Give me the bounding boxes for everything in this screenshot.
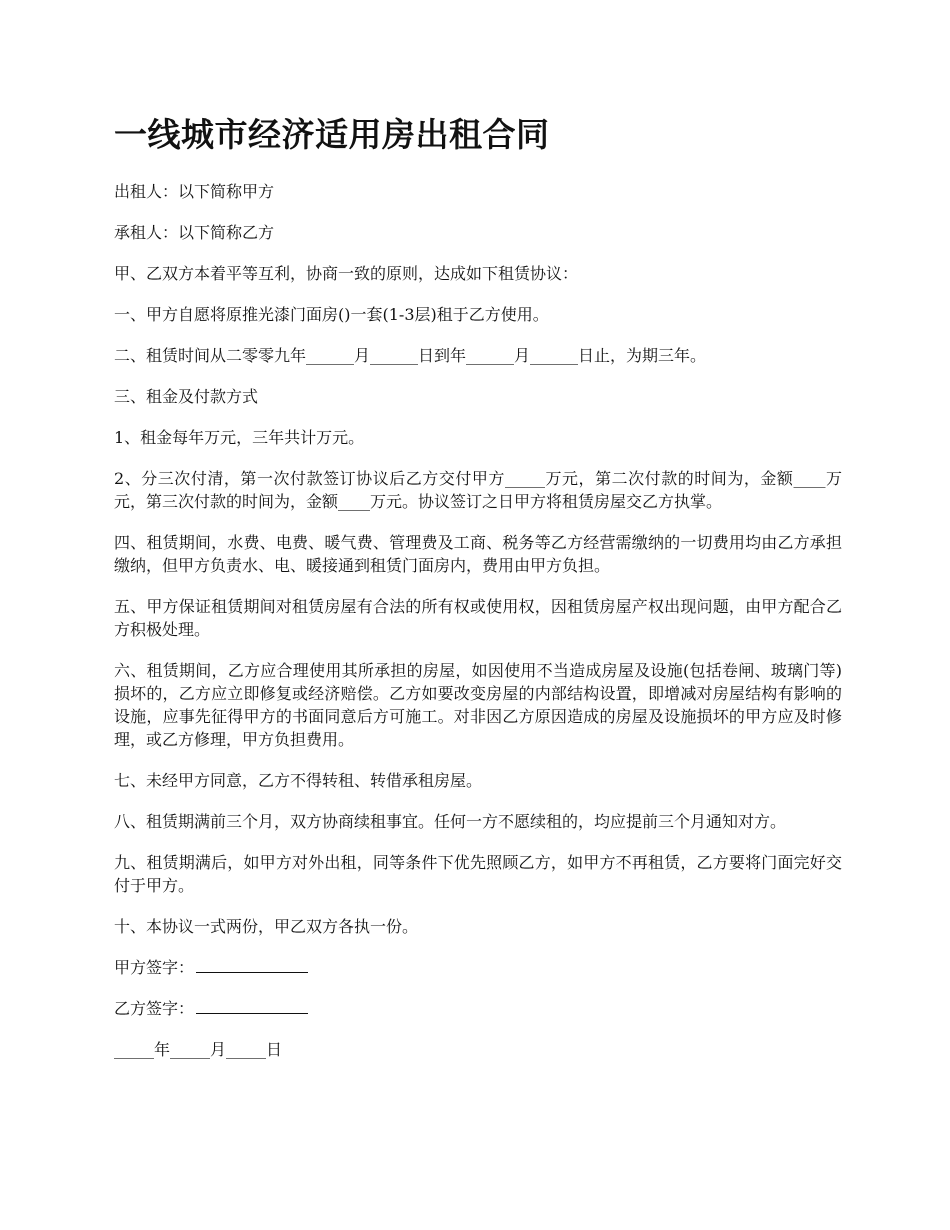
clause-3-item-2: 2、分三次付清，第一次付款签订协议后乙方交付甲方_____万元，第二次付款的时间为，金额____万元，第三次付款的时间为，金额____万元。协议签订之日甲方将租赁房屋交乙方执掌。	[114, 469, 842, 511]
contract-page	[114, 112, 842, 1079]
clause-6: 六、租赁期间，乙方应合理使用其所承担的房屋，如因使用不当造成房屋及设施(包括卷闸、玻璃门等)损坏的，乙方应立即修复或经济赔偿。乙方如要改变房屋的内部结构设置，即增减对房屋结构有影响的设施，应事先征得甲方的书面同意后方可施工。对非因乙方原因造成的房屋及设施损坏的甲方应及时修理，或乙方修理，甲方负担费用。	[114, 661, 842, 749]
signature-party-b	[114, 997, 842, 1020]
lessee-line: 承租人：以下简称乙方	[114, 223, 275, 242]
document-title: 一线城市经济适用房出租合同	[114, 115, 550, 154]
signature-party-a-blank	[196, 956, 308, 973]
lessor-line: 出租人：以下简称甲方	[114, 182, 275, 201]
signature-party-a-label: 甲方签字：	[114, 958, 195, 977]
clause-9: 九、租赁期满后，如甲方对外出租，同等条件下优先照顾乙方，如甲方不再租赁，乙方要将门面完好交付于甲方。	[114, 853, 842, 895]
clause-3-heading: 三、租金及付款方式	[114, 387, 259, 406]
clause-2: 二、租赁时间从二零零九年______月______日到年______月______日止，为期三年。	[114, 346, 707, 365]
clause-8: 八、租赁期满前三个月，双方协商续租事宜。任何一方不愿续租的，均应提前三个月通知对方。	[114, 812, 787, 831]
clause-1: 一、甲方自愿将原推光漆门面房()一套(1-3层)租于乙方使用。	[114, 305, 549, 324]
date-line: _____年_____月_____日	[114, 1040, 283, 1059]
signature-party-b-blank	[196, 997, 308, 1014]
clause-5: 五、甲方保证租赁期间对租赁房屋有合法的所有权或使用权，因租赁房屋产权出现问题，由甲方配合乙方积极处理。	[114, 597, 842, 639]
preamble: 甲、乙双方本着平等互利，协商一致的原则，达成如下租赁协议：	[114, 264, 579, 283]
signature-party-a	[114, 956, 842, 979]
clause-3-item-1: 1、租金每年万元，三年共计万元。	[114, 428, 365, 447]
clause-10: 十、本协议一式两份，甲乙双方各执一份。	[114, 917, 419, 936]
clause-4: 四、租赁期间，水费、电费、暖气费、管理费及工商、税务等乙方经营需缴纳的一切费用均由乙方承担缴纳，但甲方负责水、电、暖接通到租赁门面房内，费用由甲方负担。	[114, 533, 842, 575]
signature-party-b-label: 乙方签字：	[114, 999, 195, 1018]
clause-7: 七、未经甲方同意，乙方不得转租、转借承租房屋。	[114, 771, 483, 790]
